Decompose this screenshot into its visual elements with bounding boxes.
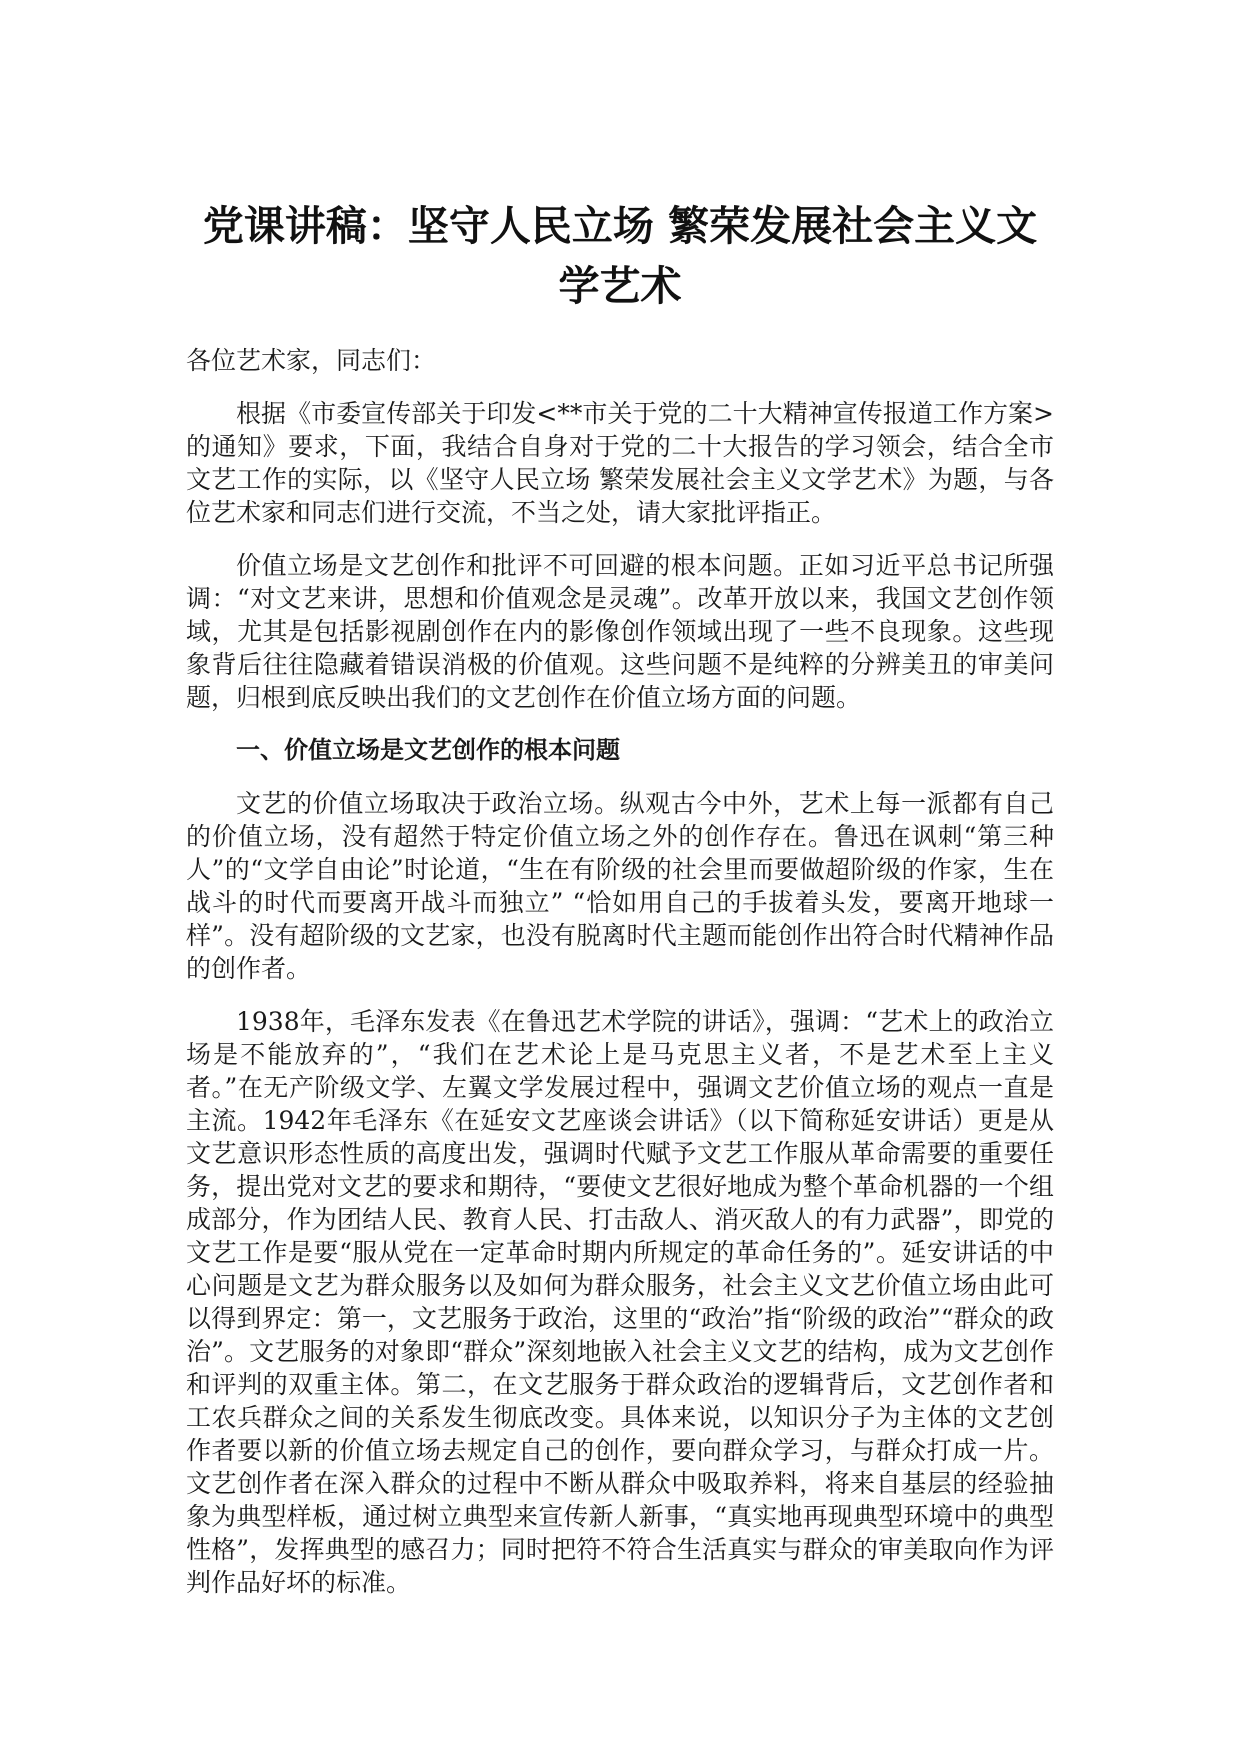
salutation: 各位艺术家，同志们： — [186, 346, 437, 375]
section-heading: 一、价值立场是文艺创作的根本问题 — [236, 736, 620, 764]
document-title: 党课讲稿：坚守人民立场 繁荣发展社会主义文学艺术 — [202, 202, 1038, 310]
document-body — [186, 344, 1054, 1619]
body-paragraph: 文艺的价值立场取决于政治立场。纵观古今中外，艺术上每一派都有自己的价值立场，没有超然于特定价值立场之外的创作存在。鲁迅在讽刺“第三种人”的“文学自由论”时论道，“生在有阶级的社会里而要做超阶级的作家，生在战斗的时代而要离开战斗而独立” “恰如用自己的手拔着头发，要离开地球一样”。没有超阶级的文艺家，也没有脱离时代主题而能创作出符合时代精神作品的创作者。 — [186, 789, 1054, 983]
body-paragraph: 1938年，毛泽东发表《在鲁迅艺术学院的讲话》，强调：“艺术上的政治立场是不能放弃的”，“我们在艺术论上是马克思主义者，不是艺术至上主义者。”在无产阶级文学、左翼文学发展过程中，强调文艺价值立场的观点一直是主流。1942年毛泽东《在延安文艺座谈会讲话》（以下简称延安讲话）更是从文艺意识形态性质的高度出发，强调时代赋予文艺工作服从革命需要的重要任务，提出党对文艺的要求和期待，“要使文艺很好地成为整个革命机器的一个组成部分，作为团结人民、教育人民、打击敌人、消灭敌人的有力武器”，即党的文艺工作是要“服从党在一定革命时期内所规定的革命任务的”。延安讲话的中心问题是文艺为群众服务以及如何为群众服务，社会主义文艺价值立场由此可以得到界定：第一，文艺服务于政治，这里的“政治”指“阶级的政治”“群众的政治”。文艺服务的对象即“群众”深刻地嵌入社会主义文艺的结构，成为文艺创作和评判的双重主体。第二，在文艺服务于群众政治的逻辑背后，文艺创作者和工农兵群众之间的关系发生彻底改变。具体来说，以知识分子为主体的文艺创作者要以新的价值立场去规定自己的创作，要向群众学习，与群众打成一片。文艺创作者在深入群众的过程中不断从群众中吸取养料，将来自基层的经验抽象为典型样板，通过树立典型来宣传新人新事，“真实地再现典型环境中的典型性格”，发挥典型的感召力；同时把符不符合生活真实与群众的审美取向作为评判作品好坏的标准。 — [186, 1007, 1054, 1597]
body-paragraph: 价值立场是文艺创作和批评不可回避的根本问题。正如习近平总书记所强调：“对文艺来讲，思想和价值观念是灵魂”。改革开放以来，我国文艺创作领域，尤其是包括影视剧创作在内的影像创作领域出现了一些不良现象。这些现象背后往往隐藏着错误消极的价值观。这些问题不是纯粹的分辨美丑的审美问题，归根到底反映出我们的文艺创作在价值立场方面的问题。 — [186, 551, 1054, 712]
intro-paragraph: 根据《市委宣传部关于印发<**市关于党的二十大精神宣传报道工作方案>的通知》要求，下面，我结合自身对于党的二十大报告的学习领会，结合全市文艺工作的实际，以《坚守人民立场 繁荣发展社会主义文学艺术》为题，与各位艺术家和同志们进行交流，不当之处，请大家批评指正。 — [186, 399, 1054, 527]
